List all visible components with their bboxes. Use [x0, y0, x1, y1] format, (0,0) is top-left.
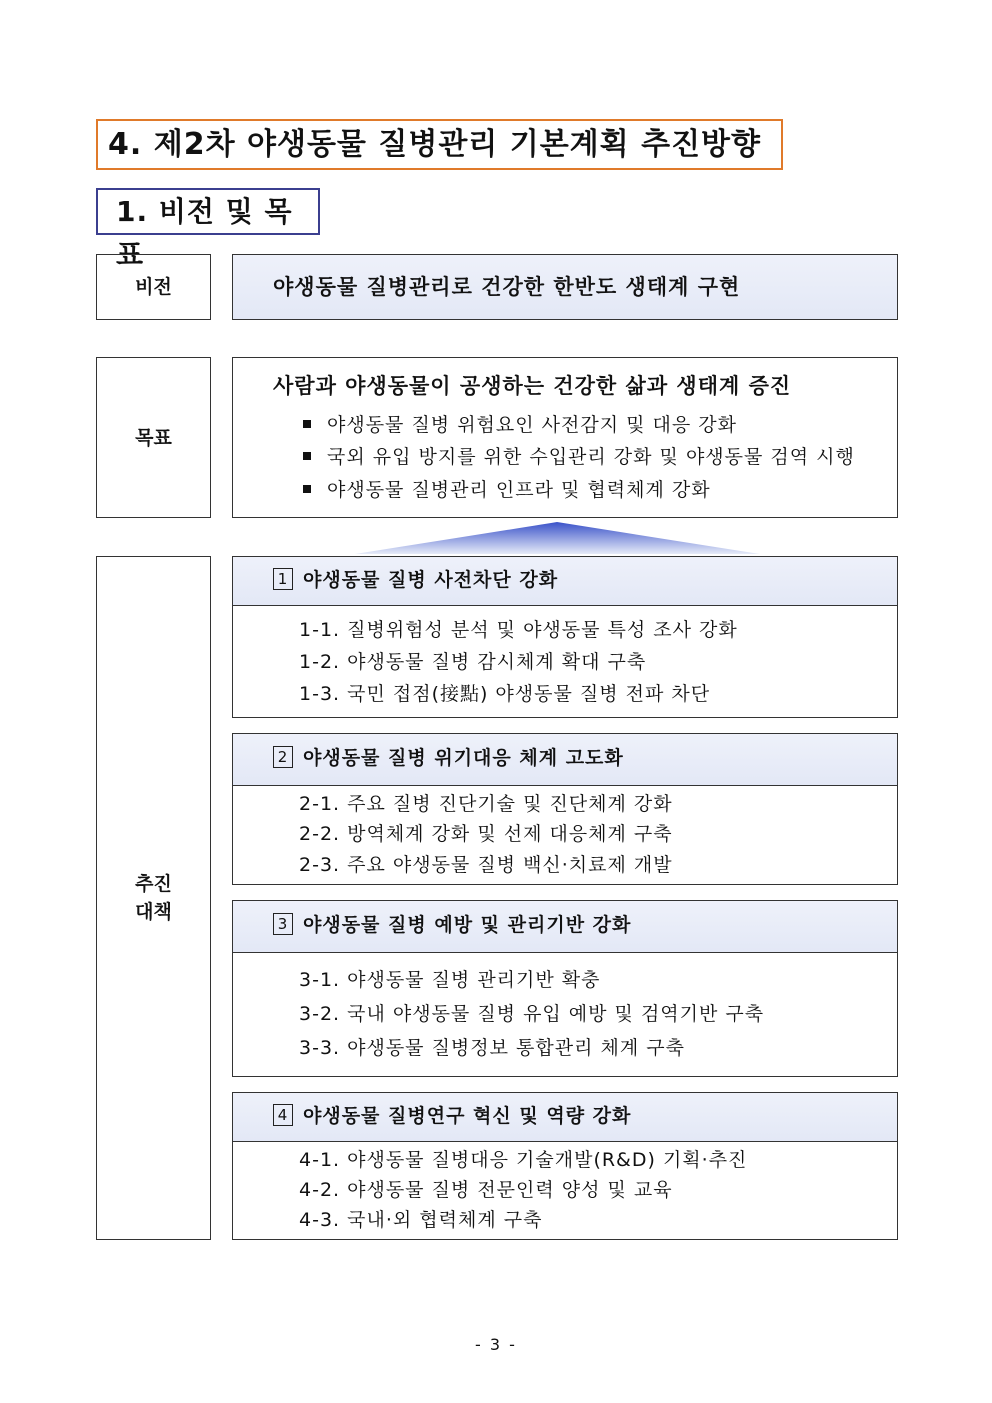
strategy-group-header: [233, 1093, 897, 1142]
vision-text: 야생동물 질병관리로 건강한 한반도 생태계 구현: [232, 254, 898, 320]
strategy-group-4: [232, 1092, 898, 1240]
strategy-item: 3-3. 야생동물 질병정보 통합관리 체계 구축: [299, 1037, 685, 1059]
strategy-label-box: [96, 556, 211, 1240]
strategy-group-header: [233, 734, 897, 786]
strategy-item: 3-1. 야생동물 질병 관리기반 확충: [299, 969, 601, 991]
goal-label-box: [96, 357, 211, 518]
strategy-group-title: 야생동물 질병 사전차단 강화: [303, 569, 559, 591]
strategy-group-title: 야생동물 질병연구 혁신 및 역량 강화: [303, 1105, 632, 1127]
goal-item-text: 야생동물 질병관리 인프라 및 협력체계 강화: [327, 479, 711, 501]
bullet-square-icon: [303, 420, 311, 428]
strategy-item: 4-2. 야생동물 질병 전문인력 양성 및 교육: [299, 1179, 673, 1201]
sub-title: 1. 비전 및 목표: [96, 188, 320, 235]
up-arrow-icon: [355, 522, 760, 554]
vision-label: 비전: [135, 276, 172, 298]
strategy-group-title: 야생동물 질병 위기대응 체계 고도화: [303, 747, 624, 769]
strategy-item: 1-3. 국민 접점(接點) 야생동물 질병 전파 차단: [299, 683, 711, 705]
strategy-group-title: 야생동물 질병 예방 및 관리기반 강화: [303, 914, 632, 936]
strategy-number-badge: 2: [273, 746, 293, 768]
strategy-item: 2-1. 주요 질병 진단기술 및 진단체계 강화: [299, 793, 673, 815]
bullet-square-icon: [303, 485, 311, 493]
strategy-group-3: [232, 900, 898, 1077]
page-number: - 3 -: [475, 1335, 517, 1354]
strategy-group-2: [232, 733, 898, 885]
strategy-item: 3-2. 국내 야생동물 질병 유입 예방 및 검역기반 구축: [299, 1003, 765, 1025]
goal-item-text: 국외 유입 방지를 위한 수입관리 강화 및 야생동물 검역 시행: [327, 446, 855, 468]
strategy-item: 4-1. 야생동물 질병대응 기술개발(R&D) 기획·추진: [299, 1149, 748, 1171]
strategy-group-1: [232, 556, 898, 718]
strategy-item: 1-2. 야생동물 질병 감시체계 확대 구축: [299, 651, 647, 673]
vision-label-box: [96, 254, 211, 320]
strategy-group-header: [233, 901, 897, 953]
strategy-label-line1: 추진: [135, 873, 172, 895]
goal-item: [303, 442, 855, 469]
strategy-item: 2-2. 방역체계 강화 및 선제 대응체계 구축: [299, 823, 673, 845]
goal-box: [232, 357, 898, 518]
strategy-number-badge: 1: [273, 568, 293, 590]
strategy-number-badge: 4: [273, 1104, 293, 1126]
strategy-number-badge: 3: [273, 913, 293, 935]
goal-title: 사람과 야생동물이 공생하는 건강한 삶과 생태계 증진: [273, 374, 792, 398]
strategy-group-header: [233, 557, 897, 606]
strategy-label-line2: 대책: [135, 901, 172, 923]
bullet-square-icon: [303, 452, 311, 460]
strategy-item: 1-1. 질병위험성 분석 및 야생동물 특성 조사 강화: [299, 619, 738, 641]
goal-item: [303, 410, 737, 437]
strategy-item: 2-3. 주요 야생동물 질병 백신·치료제 개발: [299, 854, 673, 876]
section-title: 4. 제2차 야생동물 질병관리 기본계획 추진방향: [96, 119, 783, 170]
goal-item: [303, 475, 711, 502]
goal-label: 목표: [135, 426, 172, 449]
strategy-item: 4-3. 국내·외 협력체계 구축: [299, 1209, 543, 1231]
goal-item-text: 야생동물 질병 위험요인 사전감지 및 대응 강화: [327, 414, 737, 436]
